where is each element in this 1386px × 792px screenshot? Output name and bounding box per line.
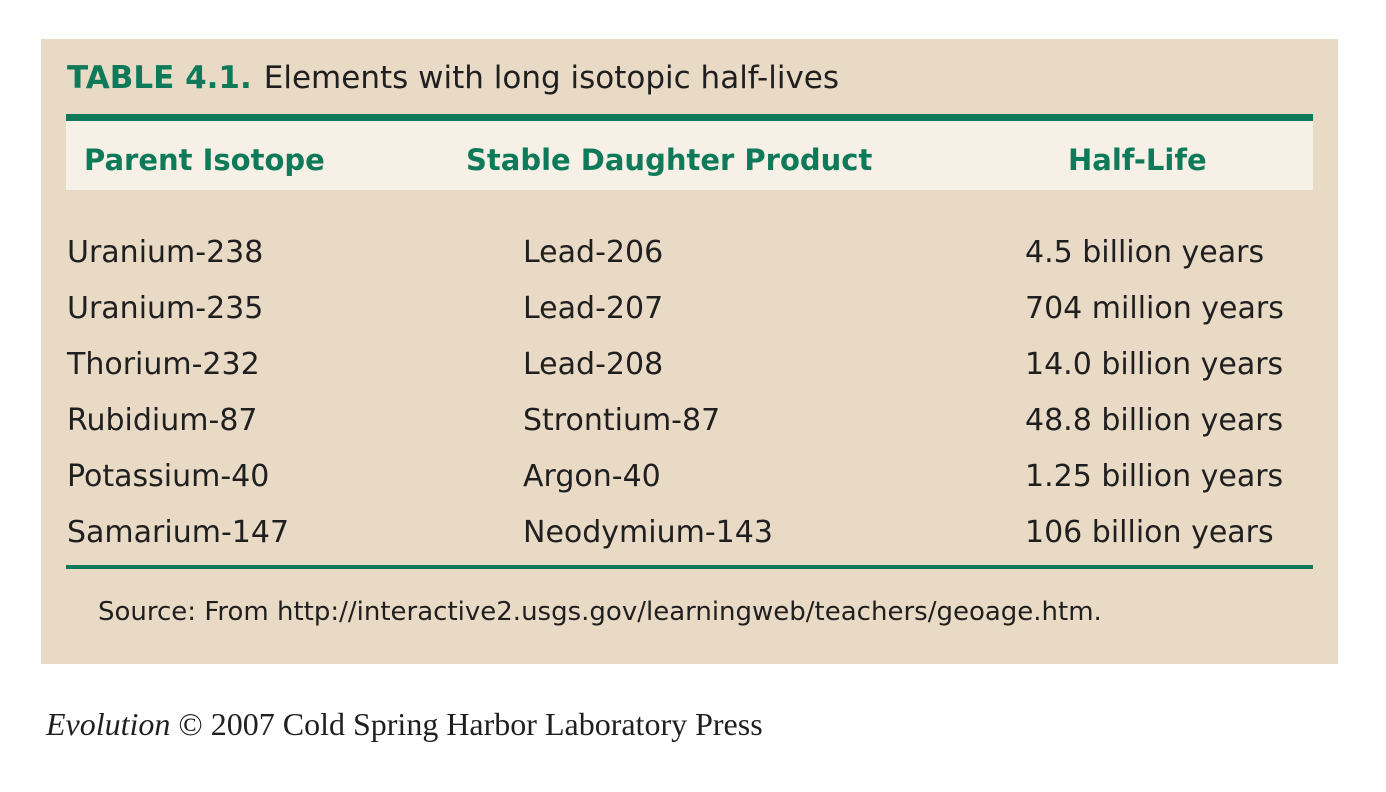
daughter-product-cell: Argon-40 [523,459,661,494]
top-rule [66,114,1313,121]
table-row [66,403,1313,459]
table-body [66,235,1313,571]
book-title: Evolution [46,706,171,742]
parent-isotope-cell: Potassium-40 [67,459,270,494]
column-header-daughter-product: Stable Daughter Product [466,143,873,177]
parent-isotope-cell: Uranium-235 [67,291,264,326]
daughter-product-cell: Lead-207 [523,291,664,326]
table-panel [41,39,1338,664]
table-row [66,515,1313,571]
table-caption [67,60,839,96]
table-title: Elements with long isotopic half-lives [263,60,840,96]
table-header [66,121,1313,190]
source-note: Source: From http://interactive2.usgs.gov/learningweb/teachers/geoage.htm. [98,597,1102,627]
half-life-cell: 48.8 billion years [1025,403,1284,438]
parent-isotope-cell: Rubidium-87 [67,403,258,438]
half-life-cell: 704 million years [1025,291,1284,326]
table-row [66,291,1313,347]
half-life-cell: 14.0 billion years [1025,347,1284,382]
table-label: TABLE 4.1. [67,60,252,96]
parent-isotope-cell: Samarium-147 [67,515,290,550]
daughter-product-cell: Lead-206 [523,235,664,270]
half-life-cell: 1.25 billion years [1025,459,1284,494]
copyright-text: © 2007 Cold Spring Harbor Laboratory Press [170,706,763,742]
copyright-credit [46,706,763,743]
daughter-product-cell: Neodymium-143 [523,515,773,550]
bottom-rule [66,565,1313,569]
column-header-half-life: Half-Life [1068,143,1207,177]
daughter-product-cell: Strontium-87 [523,403,721,438]
table-row [66,235,1313,291]
daughter-product-cell: Lead-208 [523,347,664,382]
column-header-parent-isotope: Parent Isotope [84,143,325,177]
half-life-cell: 106 billion years [1025,515,1274,550]
table-row [66,459,1313,515]
half-life-cell: 4.5 billion years [1025,235,1265,270]
parent-isotope-cell: Uranium-238 [67,235,264,270]
parent-isotope-cell: Thorium-232 [67,347,260,382]
table-row [66,347,1313,403]
